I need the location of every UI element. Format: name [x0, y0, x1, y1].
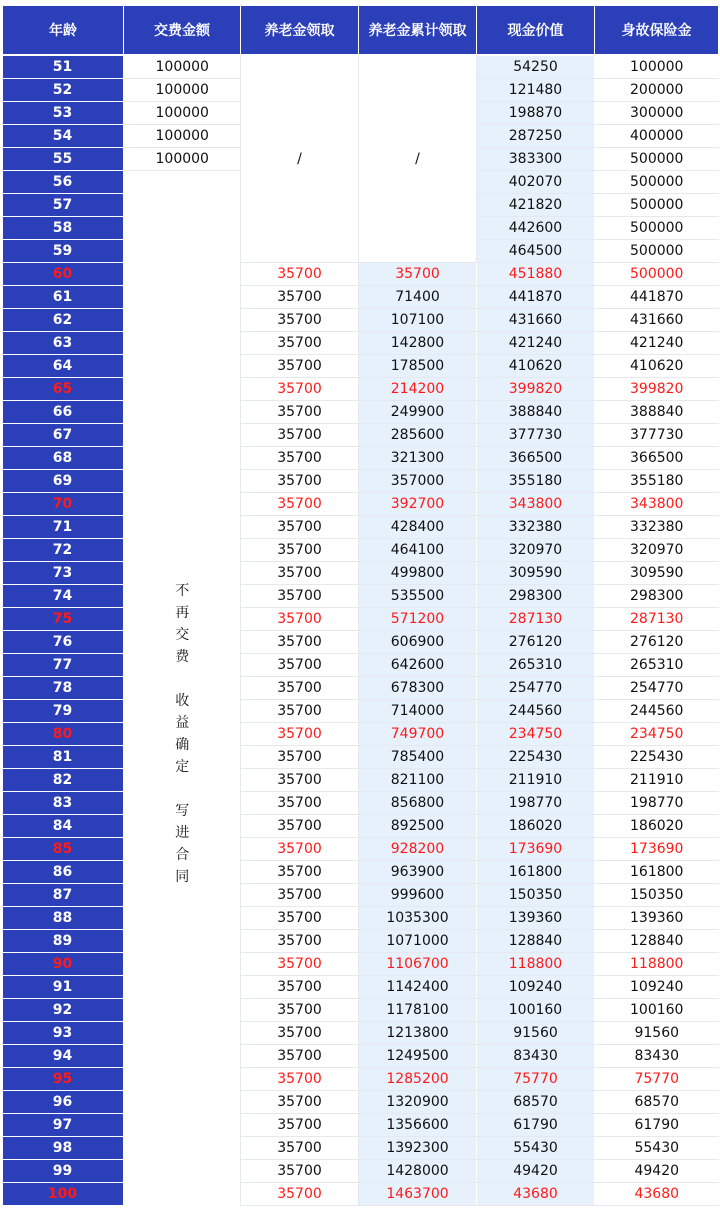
table-row	[3, 424, 719, 447]
age-cell: 79	[3, 700, 124, 723]
table-row	[3, 769, 719, 792]
cash-value-cell: 128840	[477, 930, 595, 953]
cumulative-cell: 464100	[359, 539, 477, 562]
cumulative-cell: 714000	[359, 700, 477, 723]
cash-value-cell: 441870	[477, 286, 595, 309]
age-cell: 78	[3, 677, 124, 700]
death-benefit-cell: 118800	[595, 953, 719, 976]
age-cell: 51	[3, 55, 124, 79]
table-row	[3, 1091, 719, 1114]
table-row	[3, 907, 719, 930]
table-row	[3, 470, 719, 493]
cash-value-cell: 75770	[477, 1068, 595, 1091]
cumulative-cell: 249900	[359, 401, 477, 424]
age-cell: 87	[3, 884, 124, 907]
death-benefit-cell: 244560	[595, 700, 719, 723]
cash-value-cell: 332380	[477, 516, 595, 539]
death-benefit-cell: 500000	[595, 217, 719, 240]
death-benefit-cell: 109240	[595, 976, 719, 999]
cash-value-cell: 118800	[477, 953, 595, 976]
death-benefit-cell: 399820	[595, 378, 719, 401]
payment-cell: 100000	[124, 102, 241, 125]
pension-cell: 35700	[241, 654, 359, 677]
pension-cell: 35700	[241, 286, 359, 309]
pension-cell: 35700	[241, 976, 359, 999]
cumulative-cell: 1392300	[359, 1137, 477, 1160]
age-cell: 99	[3, 1160, 124, 1183]
age-cell: 54	[3, 125, 124, 148]
pension-cell: 35700	[241, 1183, 359, 1206]
pension-cell: 35700	[241, 1068, 359, 1091]
death-benefit-cell: 150350	[595, 884, 719, 907]
pension-cell: 35700	[241, 838, 359, 861]
death-benefit-cell: 234750	[595, 723, 719, 746]
table-row	[3, 815, 719, 838]
table-row	[3, 539, 719, 562]
cash-value-cell: 298300	[477, 585, 595, 608]
death-benefit-cell: 161800	[595, 861, 719, 884]
age-cell: 77	[3, 654, 124, 677]
cash-value-cell: 383300	[477, 148, 595, 171]
age-cell: 60	[3, 263, 124, 286]
cumulative-cell: 428400	[359, 516, 477, 539]
header-cash-value: 现金价值	[477, 6, 595, 55]
cash-value-cell: 198770	[477, 792, 595, 815]
header-age: 年龄	[3, 6, 124, 55]
cumulative-cell: 35700	[359, 263, 477, 286]
pension-cell: 35700	[241, 332, 359, 355]
table-row	[3, 309, 719, 332]
note-text: 不再交费 收益确定 写进合同	[175, 583, 190, 885]
death-benefit-cell: 500000	[595, 240, 719, 263]
age-cell: 92	[3, 999, 124, 1022]
age-cell: 64	[3, 355, 124, 378]
pension-cell: 35700	[241, 263, 359, 286]
age-cell: 58	[3, 217, 124, 240]
pension-cell: 35700	[241, 930, 359, 953]
table-row	[3, 976, 719, 999]
cash-value-cell: 109240	[477, 976, 595, 999]
age-cell: 74	[3, 585, 124, 608]
pension-cell: 35700	[241, 815, 359, 838]
age-cell: 86	[3, 861, 124, 884]
death-benefit-cell: 400000	[595, 125, 719, 148]
pension-cell: 35700	[241, 539, 359, 562]
death-benefit-cell: 421240	[595, 332, 719, 355]
cumulative-cell: 392700	[359, 493, 477, 516]
table-row	[3, 861, 719, 884]
cumulative-cell: 285600	[359, 424, 477, 447]
age-cell: 88	[3, 907, 124, 930]
age-cell: 91	[3, 976, 124, 999]
age-cell: 62	[3, 309, 124, 332]
death-benefit-cell: 377730	[595, 424, 719, 447]
table-row	[3, 838, 719, 861]
cumulative-cell: 999600	[359, 884, 477, 907]
cash-value-cell: 431660	[477, 309, 595, 332]
age-cell: 98	[3, 1137, 124, 1160]
table-row	[3, 286, 719, 309]
cumulative-cell: 1035300	[359, 907, 477, 930]
pension-cell: 35700	[241, 746, 359, 769]
death-benefit-cell: 200000	[595, 79, 719, 102]
cumulative-cell: 1285200	[359, 1068, 477, 1091]
cash-value-cell: 211910	[477, 769, 595, 792]
death-benefit-cell: 332380	[595, 516, 719, 539]
death-benefit-cell: 287130	[595, 608, 719, 631]
cash-value-cell: 421820	[477, 194, 595, 217]
age-cell: 81	[3, 746, 124, 769]
cumulative-cell: 856800	[359, 792, 477, 815]
table-row	[3, 585, 719, 608]
cash-value-cell: 61790	[477, 1114, 595, 1137]
cumulative-cell: 321300	[359, 447, 477, 470]
pension-cell: 35700	[241, 953, 359, 976]
death-benefit-cell: 100160	[595, 999, 719, 1022]
pension-cell: 35700	[241, 470, 359, 493]
pension-cell: 35700	[241, 1022, 359, 1045]
cumulative-cell: 1463700	[359, 1183, 477, 1206]
death-benefit-cell: 441870	[595, 286, 719, 309]
payment-cell: 100000	[124, 148, 241, 171]
pension-cell: 35700	[241, 1091, 359, 1114]
pension-cell: 35700	[241, 378, 359, 401]
cash-value-cell: 244560	[477, 700, 595, 723]
cumulative-cell: 1428000	[359, 1160, 477, 1183]
pension-cell: 35700	[241, 792, 359, 815]
table-header-row	[3, 6, 719, 55]
pension-cell: 35700	[241, 1045, 359, 1068]
pension-cell: 35700	[241, 447, 359, 470]
cumulative-cell: 107100	[359, 309, 477, 332]
payment-cell: 100000	[124, 79, 241, 102]
table-row	[3, 746, 719, 769]
table-row	[3, 884, 719, 907]
header-pension: 养老金领取	[241, 6, 359, 55]
age-cell: 89	[3, 930, 124, 953]
table-row	[3, 332, 719, 355]
pension-cell: 35700	[241, 700, 359, 723]
death-benefit-cell: 100000	[595, 55, 719, 79]
age-cell: 83	[3, 792, 124, 815]
table-row	[3, 401, 719, 424]
age-cell: 61	[3, 286, 124, 309]
age-cell: 56	[3, 171, 124, 194]
cash-value-cell: 225430	[477, 746, 595, 769]
cash-value-cell: 402070	[477, 171, 595, 194]
pension-cell: 35700	[241, 631, 359, 654]
cumulative-cell: 785400	[359, 746, 477, 769]
age-cell: 73	[3, 562, 124, 585]
cumulative-cell: 928200	[359, 838, 477, 861]
table-row	[3, 1114, 719, 1137]
age-cell: 67	[3, 424, 124, 447]
pension-cell: 35700	[241, 585, 359, 608]
death-benefit-cell: 128840	[595, 930, 719, 953]
cumulative-cell: 1106700	[359, 953, 477, 976]
table-row	[3, 930, 719, 953]
death-benefit-cell: 355180	[595, 470, 719, 493]
pension-cell: 35700	[241, 493, 359, 516]
age-cell: 70	[3, 493, 124, 516]
age-cell: 71	[3, 516, 124, 539]
cash-value-cell: 161800	[477, 861, 595, 884]
table-row	[3, 1137, 719, 1160]
death-benefit-cell: 500000	[595, 263, 719, 286]
death-benefit-cell: 173690	[595, 838, 719, 861]
age-cell: 100	[3, 1183, 124, 1206]
cash-value-cell: 276120	[477, 631, 595, 654]
pension-cell: 35700	[241, 884, 359, 907]
cash-value-cell: 91560	[477, 1022, 595, 1045]
pension-cell: 35700	[241, 1137, 359, 1160]
table-row	[3, 1045, 719, 1068]
age-cell: 72	[3, 539, 124, 562]
death-benefit-cell: 55430	[595, 1137, 719, 1160]
death-benefit-cell: 68570	[595, 1091, 719, 1114]
cash-value-cell: 234750	[477, 723, 595, 746]
cash-value-cell: 399820	[477, 378, 595, 401]
age-cell: 90	[3, 953, 124, 976]
pension-cell: 35700	[241, 309, 359, 332]
cash-value-cell: 121480	[477, 79, 595, 102]
cash-value-cell: 451880	[477, 263, 595, 286]
age-cell: 68	[3, 447, 124, 470]
cash-value-cell: 100160	[477, 999, 595, 1022]
cash-value-cell: 254770	[477, 677, 595, 700]
cumulative-cell: 571200	[359, 608, 477, 631]
cash-value-cell: 421240	[477, 332, 595, 355]
table-row	[3, 378, 719, 401]
pension-cell: 35700	[241, 769, 359, 792]
table-row	[3, 1183, 719, 1206]
table-row	[3, 700, 719, 723]
table-row	[3, 1160, 719, 1183]
no-more-payment-note-lower	[124, 263, 241, 1206]
death-benefit-cell: 300000	[595, 102, 719, 125]
death-benefit-cell: 388840	[595, 401, 719, 424]
age-cell: 57	[3, 194, 124, 217]
cumulative-cell: 214200	[359, 378, 477, 401]
table-row	[3, 1022, 719, 1045]
cash-value-cell: 366500	[477, 447, 595, 470]
age-cell: 95	[3, 1068, 124, 1091]
payment-cell: 100000	[124, 55, 241, 79]
age-cell: 55	[3, 148, 124, 171]
age-cell: 76	[3, 631, 124, 654]
cumulative-cell: 821100	[359, 769, 477, 792]
payment-cell: 100000	[124, 125, 241, 148]
cash-value-cell: 83430	[477, 1045, 595, 1068]
cumulative-cell: 71400	[359, 286, 477, 309]
pension-cell: 35700	[241, 424, 359, 447]
cumulative-cell: 606900	[359, 631, 477, 654]
cash-value-cell: 355180	[477, 470, 595, 493]
table-row	[3, 1068, 719, 1091]
table-row	[3, 723, 719, 746]
death-benefit-cell: 431660	[595, 309, 719, 332]
age-cell: 75	[3, 608, 124, 631]
cumulative-cell: 1249500	[359, 1045, 477, 1068]
cumulative-cell: 892500	[359, 815, 477, 838]
age-cell: 69	[3, 470, 124, 493]
pension-cell: 35700	[241, 1160, 359, 1183]
table-row	[3, 999, 719, 1022]
cash-value-cell: 287130	[477, 608, 595, 631]
death-benefit-cell: 43680	[595, 1183, 719, 1206]
table-row	[3, 355, 719, 378]
age-cell: 93	[3, 1022, 124, 1045]
cash-value-cell: 388840	[477, 401, 595, 424]
table-row	[3, 792, 719, 815]
table-row	[3, 608, 719, 631]
pension-cell: 35700	[241, 355, 359, 378]
cumulative-cell: 357000	[359, 470, 477, 493]
cash-value-cell: 186020	[477, 815, 595, 838]
age-cell: 53	[3, 102, 124, 125]
age-cell: 80	[3, 723, 124, 746]
age-cell: 52	[3, 79, 124, 102]
cumulative-cell: 1178100	[359, 999, 477, 1022]
cash-value-cell: 309590	[477, 562, 595, 585]
death-benefit-cell: 500000	[595, 171, 719, 194]
death-benefit-cell: 343800	[595, 493, 719, 516]
pension-cell: 35700	[241, 723, 359, 746]
cumulative-cell: 142800	[359, 332, 477, 355]
cash-value-cell: 377730	[477, 424, 595, 447]
death-benefit-cell: 49420	[595, 1160, 719, 1183]
death-benefit-cell: 83430	[595, 1045, 719, 1068]
cash-value-cell: 150350	[477, 884, 595, 907]
table-row	[3, 55, 719, 79]
age-cell: 94	[3, 1045, 124, 1068]
cumulative-cell: 963900	[359, 861, 477, 884]
cash-value-cell: 287250	[477, 125, 595, 148]
table-row	[3, 562, 719, 585]
pension-cell: 35700	[241, 907, 359, 930]
death-benefit-cell: 309590	[595, 562, 719, 585]
pension-cell: 35700	[241, 562, 359, 585]
cash-value-cell: 139360	[477, 907, 595, 930]
cash-value-cell: 464500	[477, 240, 595, 263]
pension-cell: 35700	[241, 999, 359, 1022]
age-cell: 85	[3, 838, 124, 861]
death-benefit-cell: 75770	[595, 1068, 719, 1091]
cash-value-cell: 68570	[477, 1091, 595, 1114]
age-cell: 84	[3, 815, 124, 838]
cumulative-cell: 535500	[359, 585, 477, 608]
cumulative-cell: 1142400	[359, 976, 477, 999]
age-cell: 82	[3, 769, 124, 792]
header-cumulative-pension: 养老金累计领取	[359, 6, 477, 55]
cumulative-cell: 1356600	[359, 1114, 477, 1137]
cumulative-cell: 178500	[359, 355, 477, 378]
death-benefit-cell: 298300	[595, 585, 719, 608]
table-row	[3, 631, 719, 654]
death-benefit-cell: 254770	[595, 677, 719, 700]
cash-value-cell: 54250	[477, 55, 595, 79]
death-benefit-cell: 500000	[595, 194, 719, 217]
age-cell: 59	[3, 240, 124, 263]
cash-value-cell: 410620	[477, 355, 595, 378]
no-more-payment-note	[124, 171, 241, 263]
pension-cell: 35700	[241, 516, 359, 539]
cash-value-cell: 442600	[477, 217, 595, 240]
cash-value-cell: 265310	[477, 654, 595, 677]
table-row	[3, 953, 719, 976]
age-cell: 65	[3, 378, 124, 401]
death-benefit-cell: 225430	[595, 746, 719, 769]
death-benefit-cell: 276120	[595, 631, 719, 654]
death-benefit-cell: 61790	[595, 1114, 719, 1137]
header-payment: 交费金额	[124, 6, 241, 55]
cumulative-cell: 499800	[359, 562, 477, 585]
pension-cell: 35700	[241, 608, 359, 631]
death-benefit-cell: 186020	[595, 815, 719, 838]
cumulative-slash-cell: /	[359, 55, 477, 263]
cash-value-cell: 343800	[477, 493, 595, 516]
cash-value-cell: 320970	[477, 539, 595, 562]
table-body	[3, 55, 719, 1206]
death-benefit-cell: 320970	[595, 539, 719, 562]
cash-value-cell: 173690	[477, 838, 595, 861]
table-row	[3, 654, 719, 677]
pension-cell: 35700	[241, 1114, 359, 1137]
death-benefit-cell: 366500	[595, 447, 719, 470]
cumulative-cell: 1071000	[359, 930, 477, 953]
death-benefit-cell: 211910	[595, 769, 719, 792]
cumulative-cell: 749700	[359, 723, 477, 746]
death-benefit-cell: 500000	[595, 148, 719, 171]
table-row	[3, 447, 719, 470]
cash-value-cell: 198870	[477, 102, 595, 125]
age-cell: 66	[3, 401, 124, 424]
age-cell: 63	[3, 332, 124, 355]
benefit-table	[2, 6, 719, 1206]
age-cell: 97	[3, 1114, 124, 1137]
death-benefit-cell: 410620	[595, 355, 719, 378]
table-row	[3, 493, 719, 516]
death-benefit-cell: 198770	[595, 792, 719, 815]
cash-value-cell: 55430	[477, 1137, 595, 1160]
cash-value-cell: 49420	[477, 1160, 595, 1183]
cumulative-cell: 1213800	[359, 1022, 477, 1045]
death-benefit-cell: 265310	[595, 654, 719, 677]
pension-cell: 35700	[241, 401, 359, 424]
age-cell: 96	[3, 1091, 124, 1114]
pension-cell: 35700	[241, 677, 359, 700]
table-row	[3, 516, 719, 539]
death-benefit-cell: 91560	[595, 1022, 719, 1045]
cash-value-cell: 43680	[477, 1183, 595, 1206]
table-row	[3, 263, 719, 286]
pension-slash-cell: /	[241, 55, 359, 263]
cumulative-cell: 642600	[359, 654, 477, 677]
header-death-benefit: 身故保险金	[595, 6, 719, 55]
pension-cell: 35700	[241, 861, 359, 884]
cumulative-cell: 678300	[359, 677, 477, 700]
cumulative-cell: 1320900	[359, 1091, 477, 1114]
death-benefit-cell: 139360	[595, 907, 719, 930]
table-row	[3, 677, 719, 700]
